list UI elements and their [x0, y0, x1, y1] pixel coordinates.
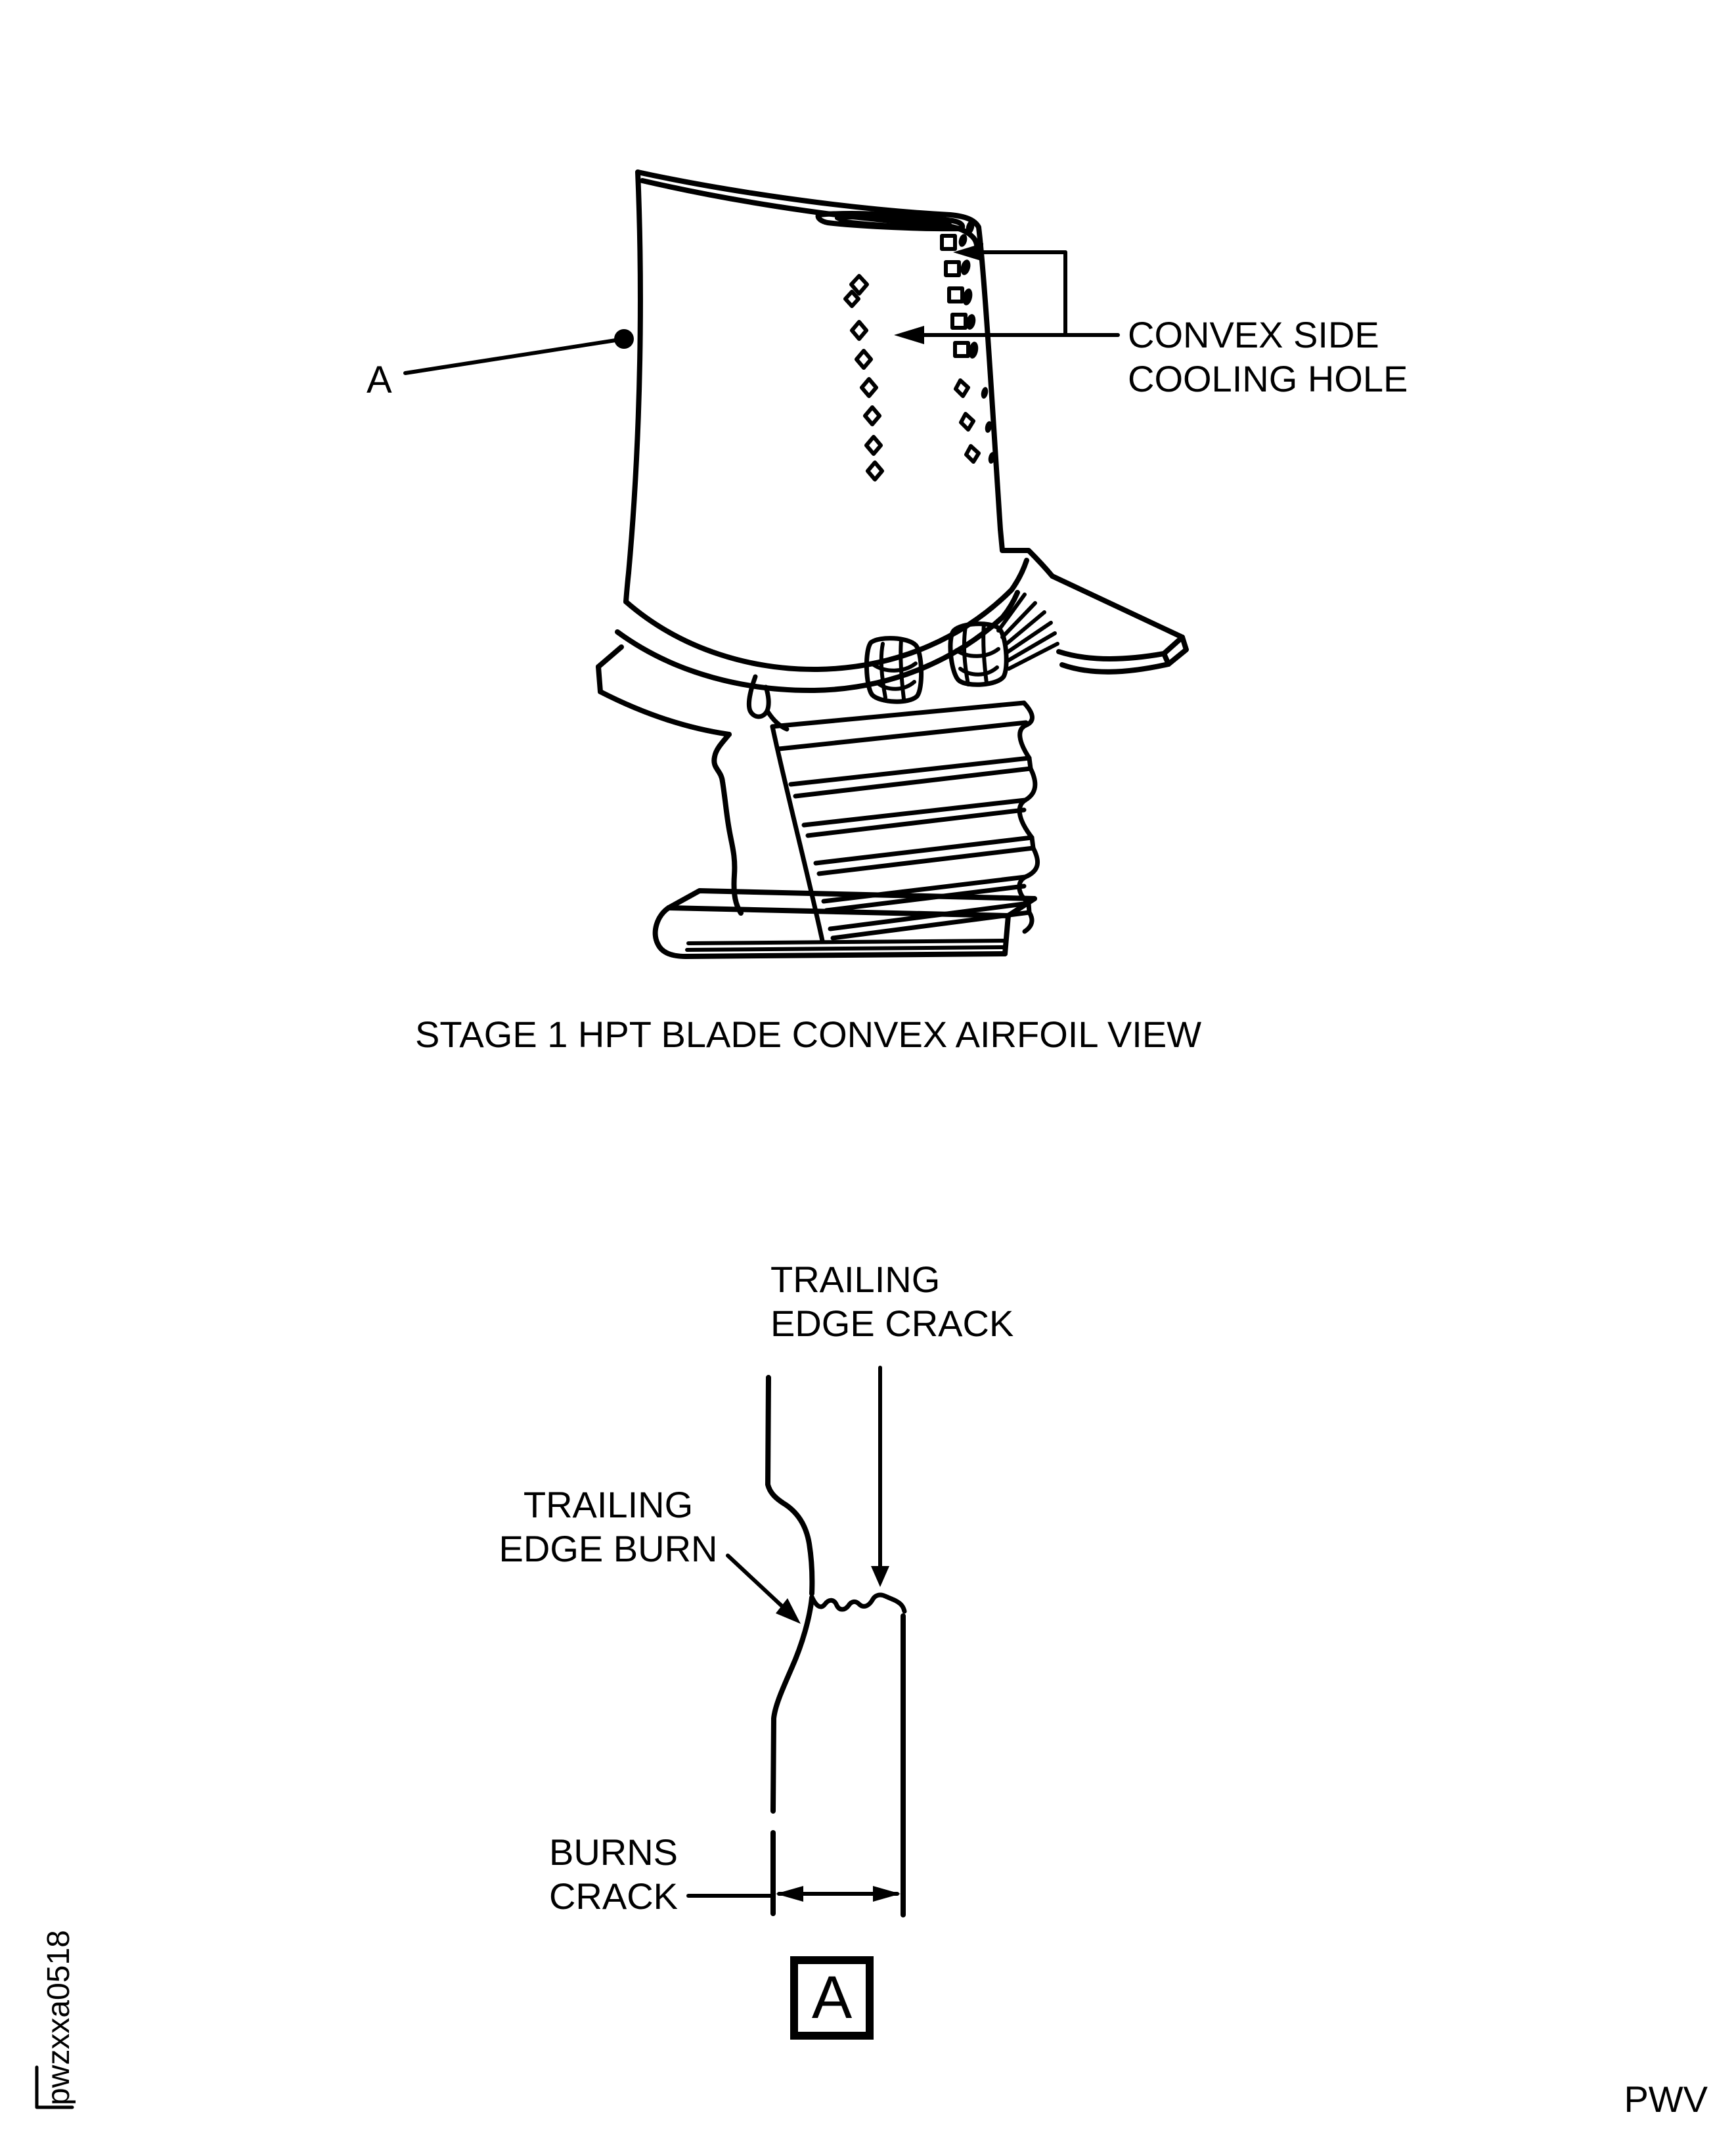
trailing-edge-crack-line2: EDGE CRACK [770, 1303, 1014, 1344]
burns-crack-dimension [688, 1886, 901, 1902]
trailing-edge-burn-line2: EDGE BURN [499, 1528, 718, 1569]
trailing-edge-crack-line1: TRAILING [770, 1259, 941, 1300]
detail-a-drawing [688, 1368, 904, 1915]
leader-dot [614, 329, 634, 349]
cooling-hole-label-line2: COOLING HOLE [1128, 358, 1408, 399]
trailing-edge-burn-line1: TRAILING [523, 1484, 694, 1525]
leader-arrowhead-lower [894, 326, 924, 344]
detail-a-marker-box [790, 1956, 874, 2040]
detail-trailing-edge-profile [768, 1377, 812, 1594]
detail-a-marker-letter: A [811, 1964, 853, 2031]
drawing-id: pwzxxa0518 [41, 1930, 76, 2105]
cooling-hole-label [1128, 313, 1408, 401]
detail-crack-line [812, 1595, 904, 1611]
trailing-edge-crack-label [770, 1257, 1013, 1345]
stage1-hpt-blade-drawing [37, 172, 1186, 2107]
view-a-label: A [367, 359, 392, 401]
view-a-leader [405, 329, 634, 373]
detail-burned-edge [773, 1598, 812, 1811]
burns-crack-line1: BURNS [548, 1831, 678, 1873]
burns-crack-line2: CRACK [548, 1875, 678, 1917]
burns-crack-label [448, 1830, 678, 1918]
airfoil-leading-edge [629, 172, 640, 573]
cooling-hole-label-line1: CONVEX SIDE [1128, 314, 1379, 355]
footer-code: PWV [1624, 2078, 1708, 2120]
crack-arrow [871, 1368, 889, 1587]
convex-cooling-holes-mid-column [845, 276, 882, 480]
trailing-edge-burn-label [477, 1483, 740, 1571]
cooling-hole-leaders [894, 243, 1118, 344]
shank-left-profile [714, 734, 741, 913]
airfoil-trailing-edge [979, 227, 1000, 529]
leader-arrowhead-upper [953, 243, 983, 261]
firtree-root-serrations [772, 703, 1038, 941]
figure1-caption: STAGE 1 HPT BLADE CONVEX AIRFOIL VIEW [415, 1014, 1202, 1055]
